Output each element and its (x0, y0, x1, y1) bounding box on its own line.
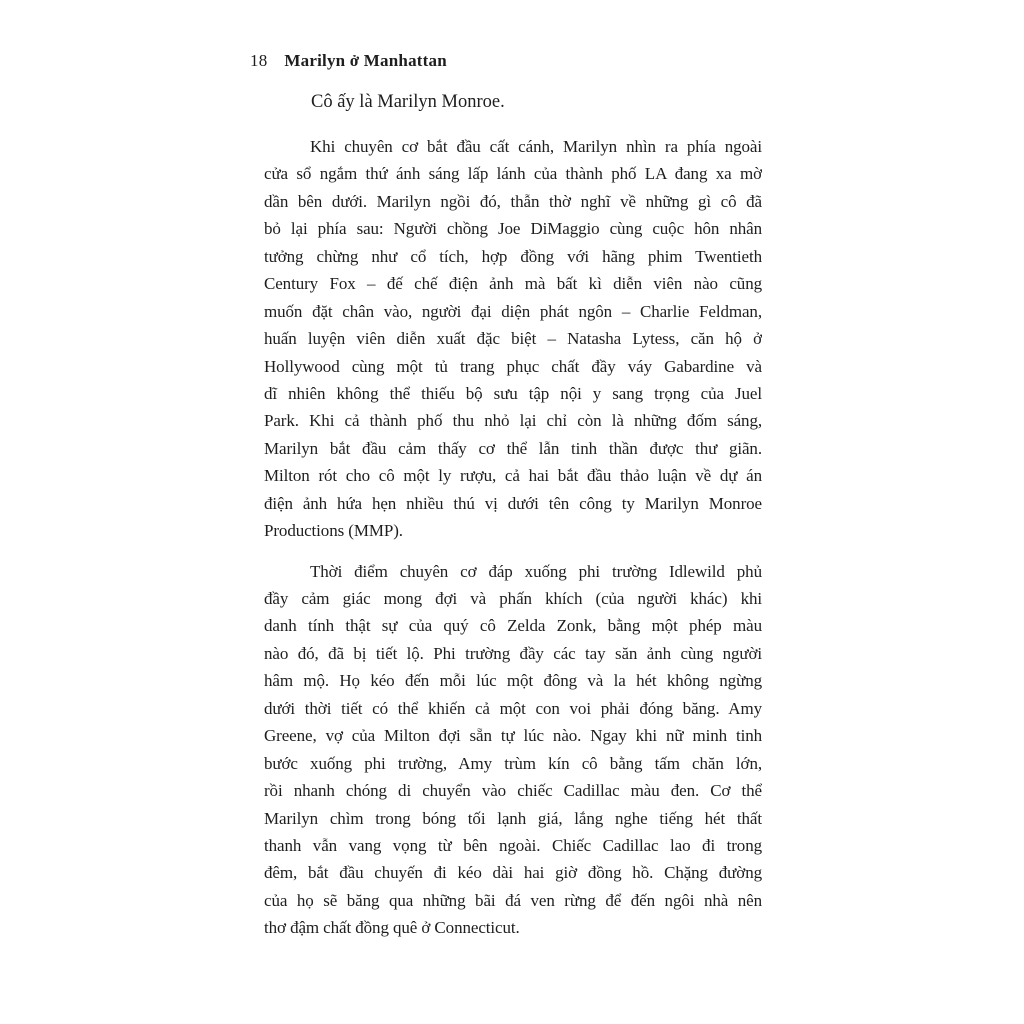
text-line: nào đó, đã bị tiết lộ. Phi trường đầy các tay săn ảnh cùng người (264, 643, 762, 663)
text-line: dần bên dưới. Marilyn ngồi đó, thẫn thờ nghĩ về những gì cô đã (264, 191, 762, 211)
page-number: 18 (250, 51, 268, 70)
text-line: Khi chuyên cơ bắt đầu cất cánh, Marilyn nhìn ra phía ngoài (310, 137, 762, 156)
text-line: Productions (MMP). (264, 521, 403, 541)
text-line: đầy cảm giác mong đợi và phấn khích (của người khác) khi (264, 589, 762, 608)
text-line: thơ đậm chất đồng quê ở Connecticut. (264, 918, 520, 938)
text-line: dĩ nhiên không thể thiếu bộ sưu tập nội y sang trọng của Juel (264, 383, 762, 403)
page-header (250, 51, 447, 71)
text-line: đêm, bắt đầu chuyến đi kéo dài hai giờ đồng hồ. Chặng đường (264, 863, 762, 883)
body-paragraph (264, 133, 762, 545)
text-line: Thời điểm chuyên cơ đáp xuống phi trường Idlewild phủ (310, 561, 762, 581)
text-line: bước xuống phi trường, Amy trùm kín cô bằng tấm chăn lớn, (264, 753, 762, 773)
body-paragraph (264, 558, 762, 942)
text-line: Marilyn chìm trong bóng tối lạnh giá, lắng nghe tiếng hét thất (264, 808, 762, 828)
text-line: huấn luyện viên diễn xuất đặc biệt – Natasha Lytess, căn hộ ở (264, 329, 762, 349)
opening-line: Cô ấy là Marilyn Monroe. (311, 92, 505, 112)
text-line: bỏ lại phía sau: Người chồng Joe DiMaggio cùng cuộc hôn nhân (264, 219, 762, 239)
text-line: tưởng chừng như cổ tích, hợp đồng với hãng phim Twentieth (264, 246, 762, 266)
text-line: dưới thời tiết có thể khiến cả một con voi phải đóng băng. Amy (264, 698, 762, 718)
text-line: Century Fox – đế chế điện ảnh mà bất kì diễn viên nào cũng (264, 274, 762, 294)
text-line: Greene, vợ của Milton đợi sẵn tự lúc nào. Ngay khi nữ minh tinh (264, 726, 762, 746)
text-line: Park. Khi cả thành phố thu nhỏ lại chỉ còn là những đốm sáng, (264, 411, 762, 431)
text-line: của họ sẽ băng qua những bãi đá ven rừng để đến ngôi nhà nên (264, 890, 762, 910)
text-line: điện ảnh hứa hẹn nhiều thú vị dưới tên công ty Marilyn Monroe (264, 493, 762, 513)
text-column (264, 133, 762, 942)
text-line: Marilyn bắt đầu cảm thấy cơ thể lẫn tinh thần được thư giãn. (264, 438, 762, 458)
text-line: cửa sổ ngắm thứ ánh sáng lấp lánh của thành phố LA đang xa mờ (264, 164, 762, 184)
text-line: Hollywood cùng một tủ trang phục chất đầy váy Gabardine và (264, 356, 762, 376)
text-line: danh tính thật sự của quý cô Zelda Zonk, bằng một phép màu (264, 616, 762, 636)
text-line: Milton rót cho cô một ly rượu, cả hai bắt đầu thảo luận về dự án (264, 466, 762, 486)
text-line: thanh vẫn vang vọng từ bên ngoài. Chiếc Cadillac lao đi trong (264, 835, 762, 855)
text-line: muốn đặt chân vào, người đại diện phát ngôn – Charlie Feldman, (264, 301, 762, 321)
text-line: hâm mộ. Họ kéo đến mỗi lúc một đông và la hét không ngừng (264, 671, 762, 691)
running-title: Marilyn ở Manhattan (284, 51, 447, 70)
text-line: rồi nhanh chóng di chuyển vào chiếc Cadillac màu đen. Cơ thể (264, 781, 762, 801)
